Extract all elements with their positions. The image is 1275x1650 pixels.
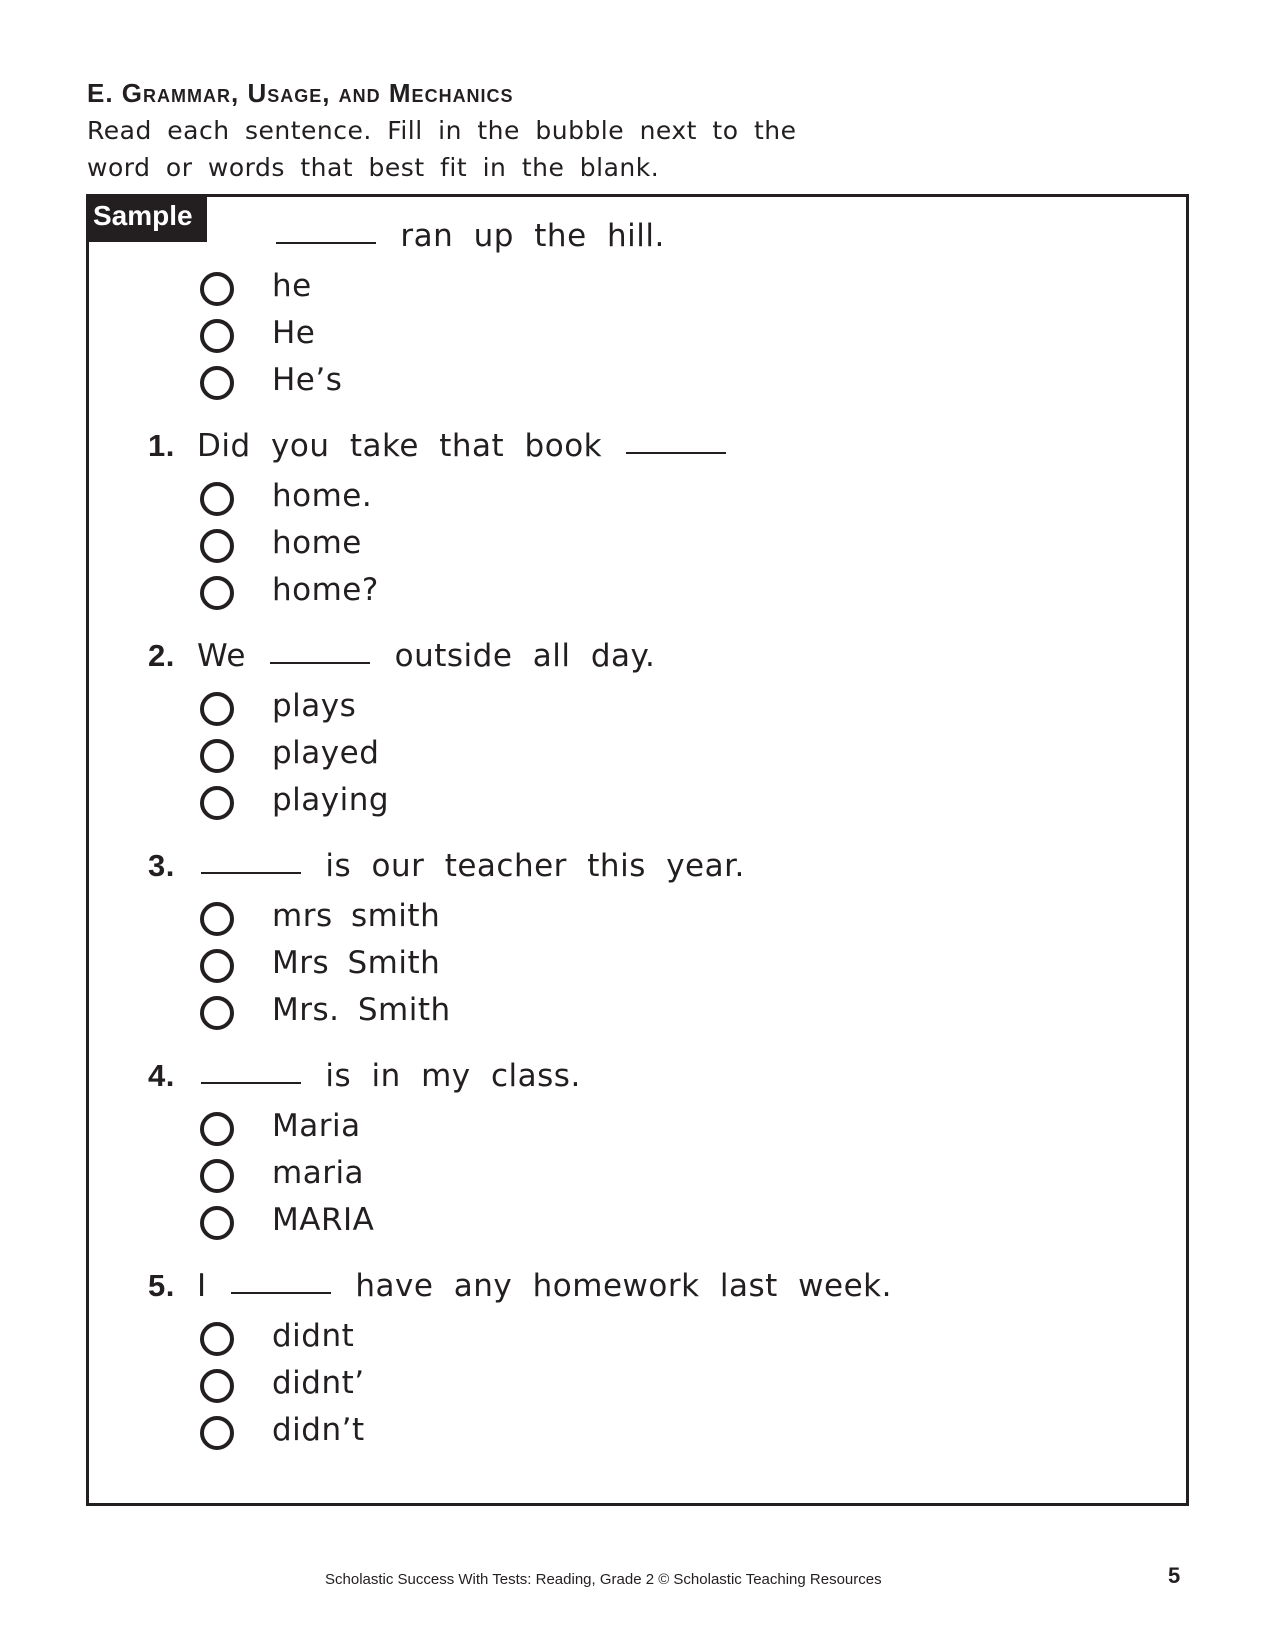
bubble-icon[interactable] [200,1206,234,1240]
bubble-icon[interactable] [200,319,234,353]
page-number: 5 [1168,1563,1181,1588]
question-number: 3. [148,848,175,883]
option-label: played [272,735,380,771]
bubble-icon[interactable] [200,1369,234,1403]
bubble-icon[interactable] [200,1159,234,1193]
option-label: home. [272,478,373,514]
bubble-icon[interactable] [200,366,234,400]
question-5 [148,1268,892,1304]
option-label: maria [272,1155,365,1191]
option-label: didn’t [272,1412,365,1448]
option-label: Maria [272,1108,361,1144]
answer-blank [276,240,376,244]
option-label: Mrs Smith [272,945,441,981]
bubble-icon[interactable] [200,902,234,936]
question-4 [148,1058,581,1094]
question-number: 1. [148,428,175,463]
sample-text: ran up the hill. [400,218,665,254]
option-label: He’s [272,362,343,398]
footer-credit: Scholastic Success With Tests: Reading, Grade 2 © Scholastic Teaching Resources [325,1571,882,1588]
answer-blank [201,870,301,874]
question-text-before: I [197,1268,207,1304]
section-heading: E. Grammar, Usage, and Mechanics [87,78,514,108]
bubble-icon[interactable] [200,529,234,563]
option-label: home? [272,572,379,608]
bubble-icon[interactable] [200,996,234,1030]
sample-tag: Sample [86,194,207,242]
bubble-icon[interactable] [200,786,234,820]
question-1 [148,428,730,464]
bubble-icon[interactable] [200,1112,234,1146]
option-label: Mrs. Smith [272,992,451,1028]
answer-blank [231,1290,331,1294]
question-text-after: is in my class. [325,1058,581,1094]
question-text-after: have any homework last week. [355,1268,892,1304]
bubble-icon[interactable] [200,1416,234,1450]
question-text-after: outside all day. [394,638,656,674]
option-label: didnt’ [272,1365,365,1401]
bubble-icon[interactable] [200,576,234,610]
answer-blank [626,450,726,454]
question-text-before: Did you take that book [197,428,603,464]
bubble-icon[interactable] [200,1322,234,1356]
bubble-icon[interactable] [200,692,234,726]
option-label: mrs smith [272,898,441,934]
bubble-icon[interactable] [200,739,234,773]
question-number: 5. [148,1268,175,1303]
answer-blank [270,660,370,664]
option-label: MARIA [272,1202,375,1238]
question-3 [148,848,745,884]
question-text-before: We [197,638,246,674]
option-label: He [272,315,316,351]
bubble-icon[interactable] [200,272,234,306]
question-text-after: is our teacher this year. [325,848,745,884]
question-number: 4. [148,1058,175,1093]
option-label: he [272,268,312,304]
question-number: 2. [148,638,175,673]
question-2 [148,638,655,674]
option-label: home [272,525,362,561]
instructions: Read each sentence. Fill in the bubble next to the word or words that best fit in the blank. [87,116,797,182]
option-label: didnt [272,1318,355,1354]
sample-question [272,218,665,254]
option-label: plays [272,688,357,724]
option-label: playing [272,782,390,818]
bubble-icon[interactable] [200,482,234,516]
answer-blank [201,1080,301,1084]
bubble-icon[interactable] [200,949,234,983]
